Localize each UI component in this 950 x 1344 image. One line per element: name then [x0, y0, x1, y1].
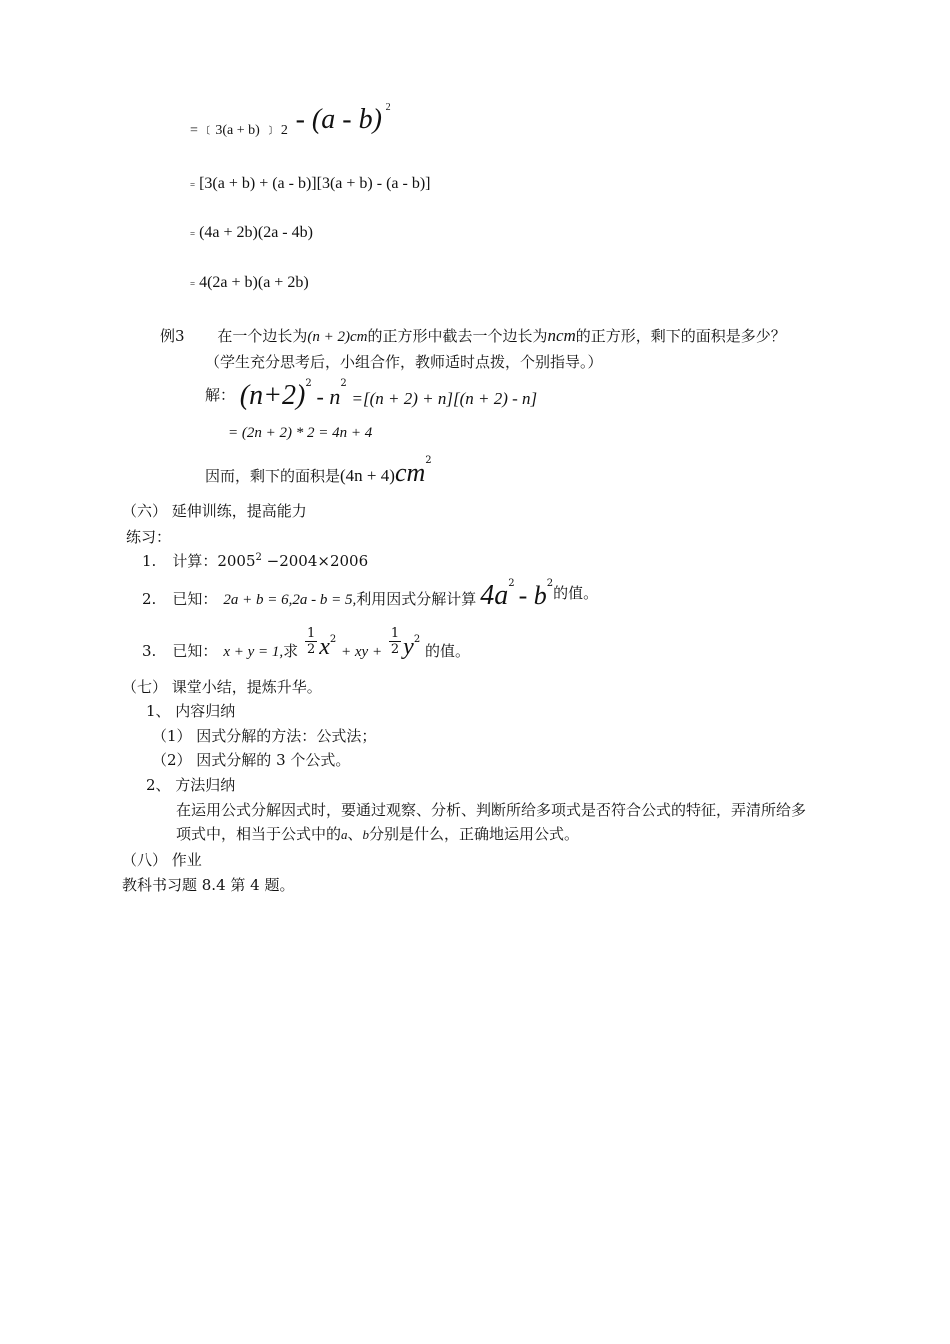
example3-note: （学生充分思考后，小组合作，教师适时点拨，个别指导。）: [205, 353, 603, 371]
solution-label: 解：: [205, 386, 236, 404]
example3-conclusion: 因而，剩下的面积是$(4n + 4)cm^2$: [205, 455, 432, 487]
line1-small: = ﹝3(a + b) ﹞ 2: [190, 123, 288, 138]
derivation-line-4: = 4(2a + b)(a + 2b): [190, 274, 309, 291]
section8-text: 教科书习题 8.4 第 4 题。: [122, 876, 295, 894]
section7-sub1-item-2: （2） 因式分解的 3 个公式。: [152, 751, 351, 769]
section8-heading: （八） 作业: [122, 851, 202, 869]
example3-solution-line2: = (2n + 2) * 2 = 4n + 4: [228, 425, 373, 441]
solution-big: (n+2): [239, 380, 306, 411]
solution-rhs: =[(n + 2) + n][(n + 2) - n]: [351, 389, 538, 408]
line4-expr: 4(2a + b)(a + 2b): [199, 274, 309, 291]
derivation-line-2: = [3(a + b) + (a - b)][3(a + b) - (a - b)]: [190, 175, 431, 192]
practice-item-3: 3. 已知： x + y = 1,求 $\frac{1}{2}$ $x^2$ + xy + $\frac{1}{2}$ $y^2$ 的值。: [142, 626, 470, 660]
line3-expr: (4a + 2b)(2a - 4b): [199, 224, 313, 241]
derivation-line-1: [190, 104, 391, 144]
line1-exp: 2: [385, 102, 391, 113]
section7-sub1-item-1: （1） 因式分解的方法：公式法；: [152, 727, 377, 745]
practice-item-1: 1. 计算：$2005^2 -2004\times 2006$: [142, 552, 369, 570]
line1-big: - (a - b): [295, 104, 382, 135]
example3-question: 例3 在一个边长为(n + 2)cm的正方形中截去一个边长为ncm的正方形，剩下的面积是多少？: [160, 326, 786, 345]
section6-heading: （六） 延伸训练，提高能力: [122, 502, 307, 520]
section7-heading: （七） 课堂小结，提炼升华。: [122, 678, 322, 696]
fraction-1: $\frac{1}{2}$: [306, 626, 316, 657]
practice-item-2: 2. 已知： 2a + b = 6,2a - b = 5,利用因式分解计算 $4a^2 - b^2$的值。: [142, 578, 599, 611]
line2-expr: [3(a + b) + (a - b)][3(a + b) - (a - b)]: [199, 175, 431, 192]
derivation-line-3: = (4a + 2b)(2a - 4b): [190, 224, 313, 241]
example3-solution: 解： $(n+2)^2 - n^2 =[(n + 2) + n][(n + 2) - n]$: [205, 378, 538, 411]
fraction-2: $\frac{1}{2}$: [390, 626, 400, 657]
section7-paragraph-line-2: 项式中，相当于公式中的a、b分别是什么，正确地运用公式。: [176, 825, 580, 843]
section7-sub2: 2、 方法归纳: [146, 776, 236, 794]
section7-sub1: 1、 内容归纳: [146, 702, 236, 720]
section7-paragraph-line-1: 在运用公式分解因式时，要通过观察、分析、判断所给多项式是否符合公式的特征，弄清所给多: [176, 801, 807, 819]
practice-label: 练习：: [126, 528, 172, 546]
example3-label: 例3: [160, 327, 185, 345]
